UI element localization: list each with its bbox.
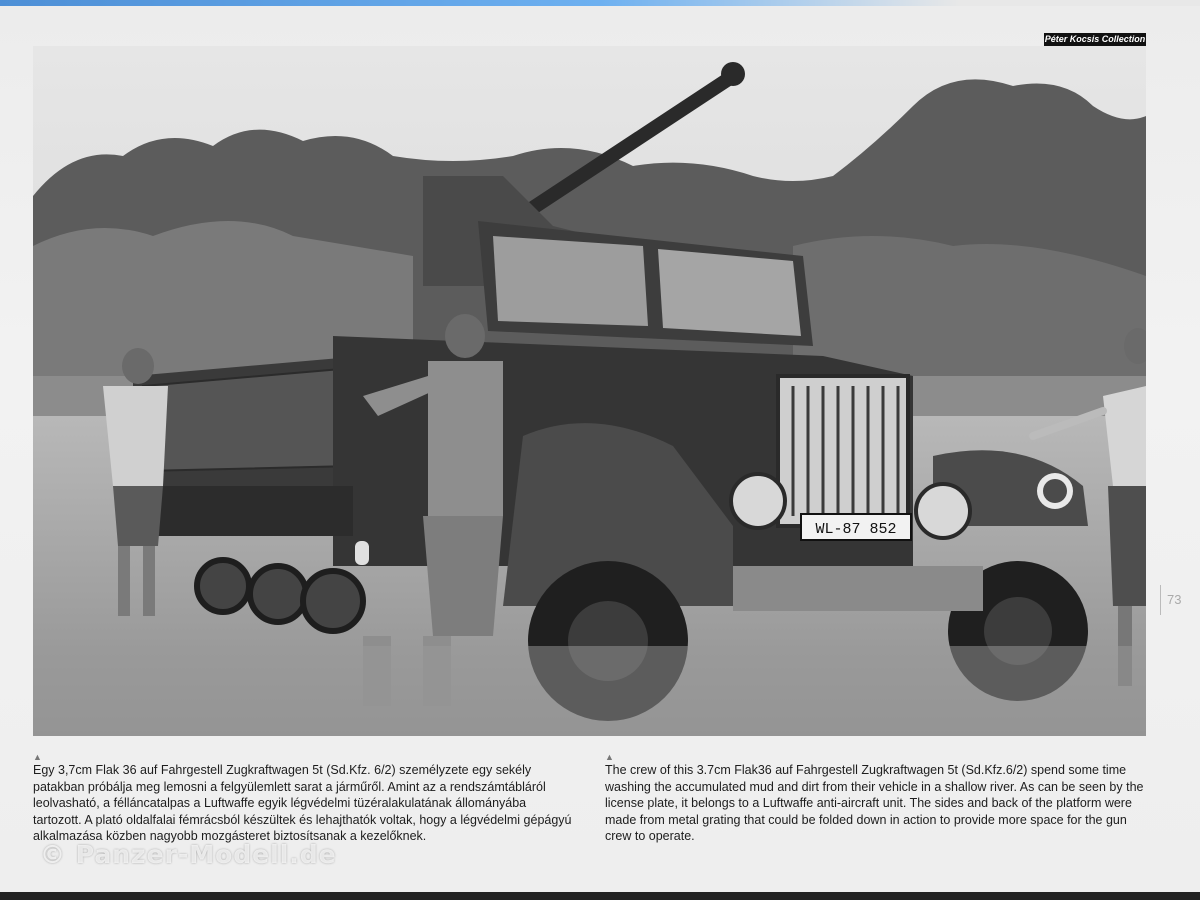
caption-marker-icon: ▲ xyxy=(605,752,614,762)
caption-marker-icon: ▲ xyxy=(33,752,42,762)
bottom-edge xyxy=(0,892,1200,900)
top-edge-strip xyxy=(0,0,1200,6)
caption-hungarian xyxy=(33,752,573,845)
caption-english-text: The crew of this 3.7cm Flak36 auf Fahrgestell Zugkraftwagen 5t (Sd.Kfz.6/2) spend some time washing the accumulated mud and dirt from their vehicle in a shallow river. As can be seen by the license plate, it belongs to a Luftwaffe anti-aircraft unit. The sides and back of the platform were made from metal grating that could be folded down in action to provide more space for the gun crew to operate. xyxy=(605,763,1144,844)
caption-english xyxy=(605,752,1150,845)
photo-credit: Péter Kocsis Collection xyxy=(1044,34,1146,44)
halftrack-photo xyxy=(33,46,1146,736)
page-number: 73 xyxy=(1160,585,1190,615)
caption-hungarian-text: Egy 3,7cm Flak 36 auf Fahrgestell Zugkraftwagen 5t (Sd.Kfz. 6/2) személyzete egy sekély patakban próbálja meg lemosni a felgyülemlett sarat a járműről. Amint az a rendszámtábláról leolvasható, a félláncatalpas a Luftwaffe egyik légvédelmi tüzéralakulatának állományába tartozott. A plató oldalfalai fémrácsból készültek és lehajthatók voltak, hogy a légvédelmi gépágyú alkalmazása közben nagyobb mozgásteret biztosítsanak a kezelőknek. xyxy=(33,763,572,844)
watermark: © Panzer-Modell.de xyxy=(40,840,337,869)
license-plate-text: WL-87 852 xyxy=(815,521,897,538)
